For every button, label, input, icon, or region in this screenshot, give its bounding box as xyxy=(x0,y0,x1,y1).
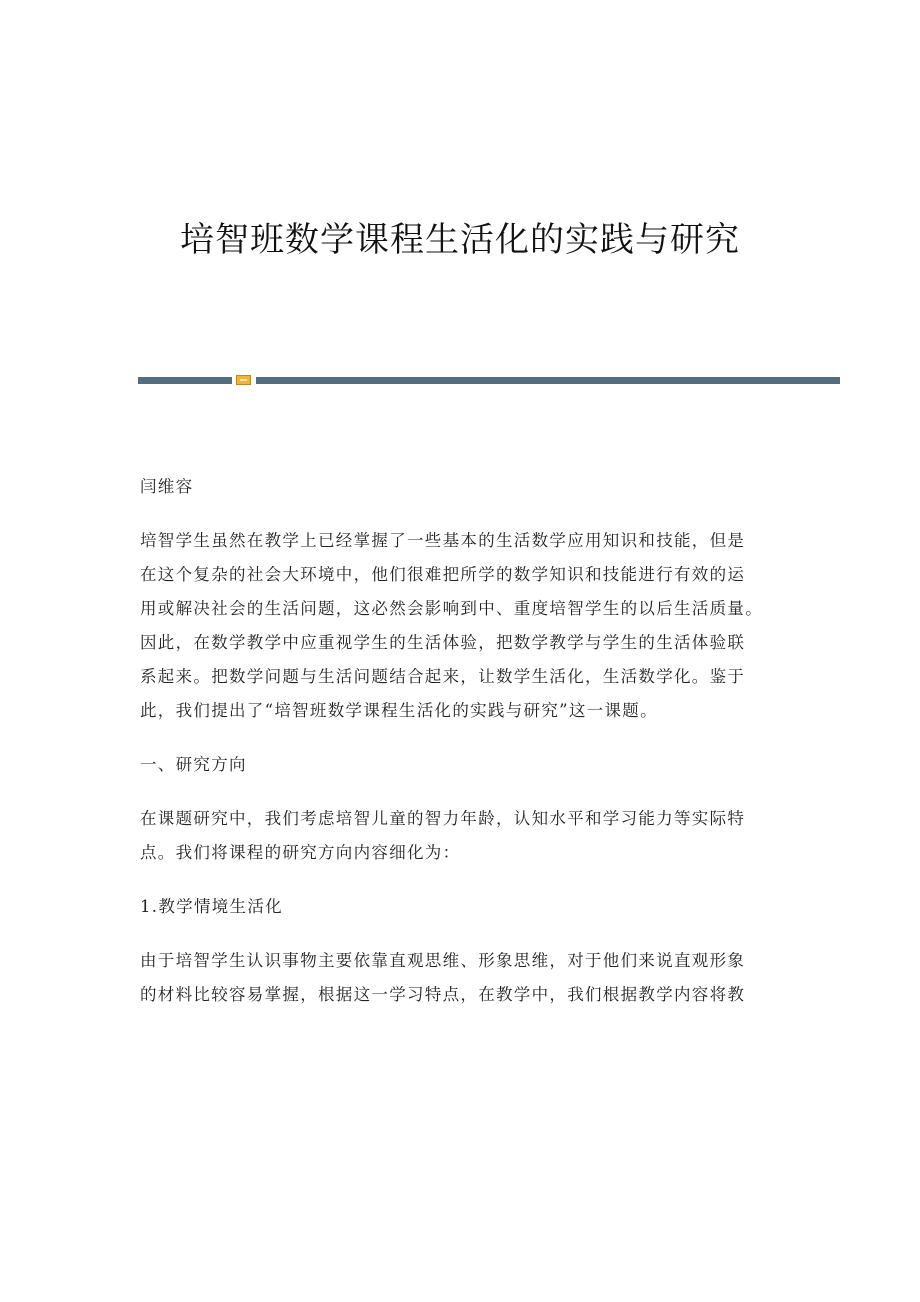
title-divider xyxy=(138,375,840,385)
text-line: 点。我们将课程的研究方向内容细化为： xyxy=(140,843,461,862)
section-heading-research-direction xyxy=(140,748,780,782)
divider-ornament-icon xyxy=(236,375,251,385)
paragraph-teaching-context xyxy=(140,944,780,1012)
text-line: 在课题研究中，我们考虑培智儿童的智力年龄，认知水平和学习能力等实际特 xyxy=(140,809,746,828)
divider-bar-left xyxy=(138,377,232,384)
author-name: 闫维容 xyxy=(140,477,194,496)
text-line: 此，我们提出了“培智班数学课程生活化的实践与研究”这一课题。 xyxy=(140,701,658,720)
text-line: 的材料比较容易掌握，根据这一学习特点，在教学中，我们根据教学内容将教 xyxy=(140,985,746,1004)
subheading-teaching-context xyxy=(140,890,780,924)
divider-bar-right xyxy=(256,377,840,384)
paragraph-intro xyxy=(140,524,780,728)
text-line: 因此，在数学教学中应重视学生的生活体验，把数学教学与学生的生活体验联 xyxy=(140,633,746,652)
subsection-heading: 1.教学情境生活化 xyxy=(140,897,283,916)
text-line: 由于培智学生认识事物主要依靠直观思维、形象思维，对于他们来说直观形象 xyxy=(140,951,746,970)
document-title: 培智班数学课程生活化的实践与研究 xyxy=(180,220,740,260)
section-heading: 一、研究方向 xyxy=(140,755,247,774)
paragraph-research xyxy=(140,802,780,870)
text-line: 系起来。把数学问题与生活问题结合起来，让数学生活化，生活数学化。鉴于 xyxy=(140,667,746,686)
text-line: 在这个复杂的社会大环境中，他们很难把所学的数学知识和技能进行有效的运 xyxy=(140,565,746,584)
text-line: 培智学生虽然在教学上已经掌握了一些基本的生活数学应用知识和技能，但是 xyxy=(140,531,746,550)
text-line: 用或解决社会的生活问题，这必然会影响到中、重度培智学生的以后生活质量。 xyxy=(140,599,763,618)
document-body xyxy=(140,470,780,1012)
